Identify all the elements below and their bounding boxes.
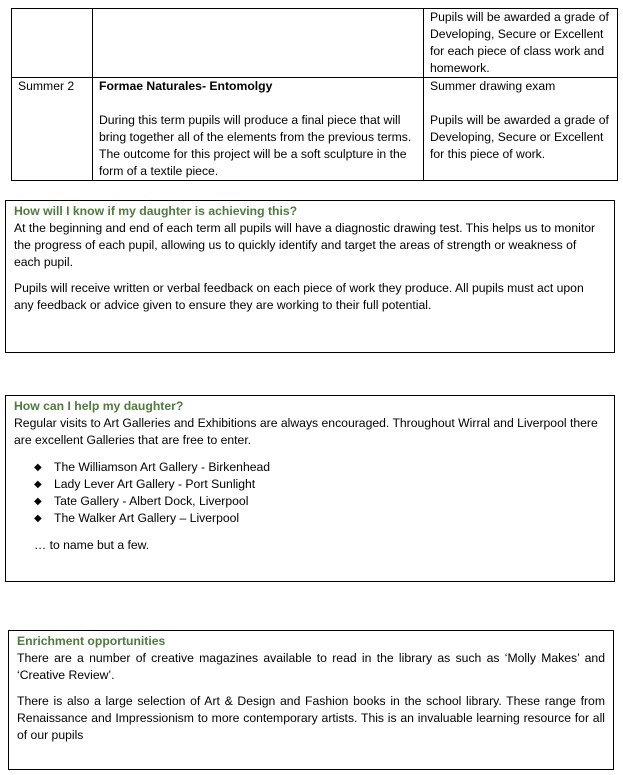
paragraph: Regular visits to Art Galleries and Exhibitions are always encouraged. Throughout Wirral and Liverpool there are excellent Galleries that are free to enter. (14, 416, 598, 447)
list-item: ◆ Tate Gallery - Albert Dock, Liverpool (34, 494, 249, 508)
assessment-text: Pupils will be awarded a grade of Developing, Secure or Excellent for each piece of class work and homework. (430, 10, 609, 75)
term-cell: Summer 2 (12, 78, 93, 181)
list-item: ◆ Lady Lever Art Gallery - Port Sunlight (34, 477, 256, 491)
diamond-bullet-icon: ◆ (34, 462, 42, 473)
diamond-bullet-icon: ◆ (34, 496, 42, 507)
table-row (12, 9, 618, 78)
paragraph: Pupils will receive written or verbal feedback on each piece of work they produce. All pupils must act upon any feedback or advice given to ensure they are working to their full potential. (14, 281, 584, 312)
assessment-exam: Summer drawing exam (430, 79, 556, 93)
project-description: During this term pupils will produce a final piece that will bring together all of the elements from the previous terms. The outcome for this project will be a soft sculpture in the form of a textile piece. (99, 113, 412, 178)
diamond-bullet-icon: ◆ (34, 479, 42, 490)
paragraph: At the beginning and end of each term all pupils will have a diagnostic drawing test. This helps us to monitor the progress of each pupil, allowing us to quickly identify and target the areas of strength or weakness of each pupil. (14, 221, 596, 269)
list-item: ◆ The Walker Art Gallery – Liverpool (34, 511, 240, 525)
content-cell (93, 78, 424, 181)
curriculum-table (11, 8, 618, 181)
paragraph: There is also a large selection of Art & Design and Fashion books in the school library. These range from Renaissance and Impressionism to more contemporary artists. This is an invaluable learning resource for all of our pupils (17, 694, 605, 742)
list-item: ◆ The Williamson Art Gallery - Birkenhead (34, 460, 271, 474)
help-section (5, 395, 615, 582)
paragraph: There are a number of creative magazines available to read in the library as such as ‘Molly Makes’ and ‘Creative Review’. (17, 651, 605, 682)
gallery-list (14, 459, 606, 527)
achieving-section (5, 200, 615, 353)
table-row (12, 78, 618, 181)
diamond-bullet-icon: ◆ (34, 513, 42, 524)
closing-text: … to name but a few. (34, 538, 150, 552)
section-heading: How will I know if my daughter is achieving this? (14, 204, 298, 218)
term-cell (12, 9, 93, 78)
content-cell (93, 9, 424, 78)
section-heading: Enrichment opportunities (17, 634, 166, 648)
project-title: Formae Naturales- Entomolgy (99, 79, 273, 93)
assessment-cell (424, 9, 618, 78)
section-heading: How can I help my daughter? (14, 399, 184, 413)
enrichment-section (8, 630, 614, 770)
assessment-cell (424, 78, 618, 181)
assessment-text: Pupils will be awarded a grade of Developing, Secure or Excellent for this piece of work. (430, 113, 609, 161)
